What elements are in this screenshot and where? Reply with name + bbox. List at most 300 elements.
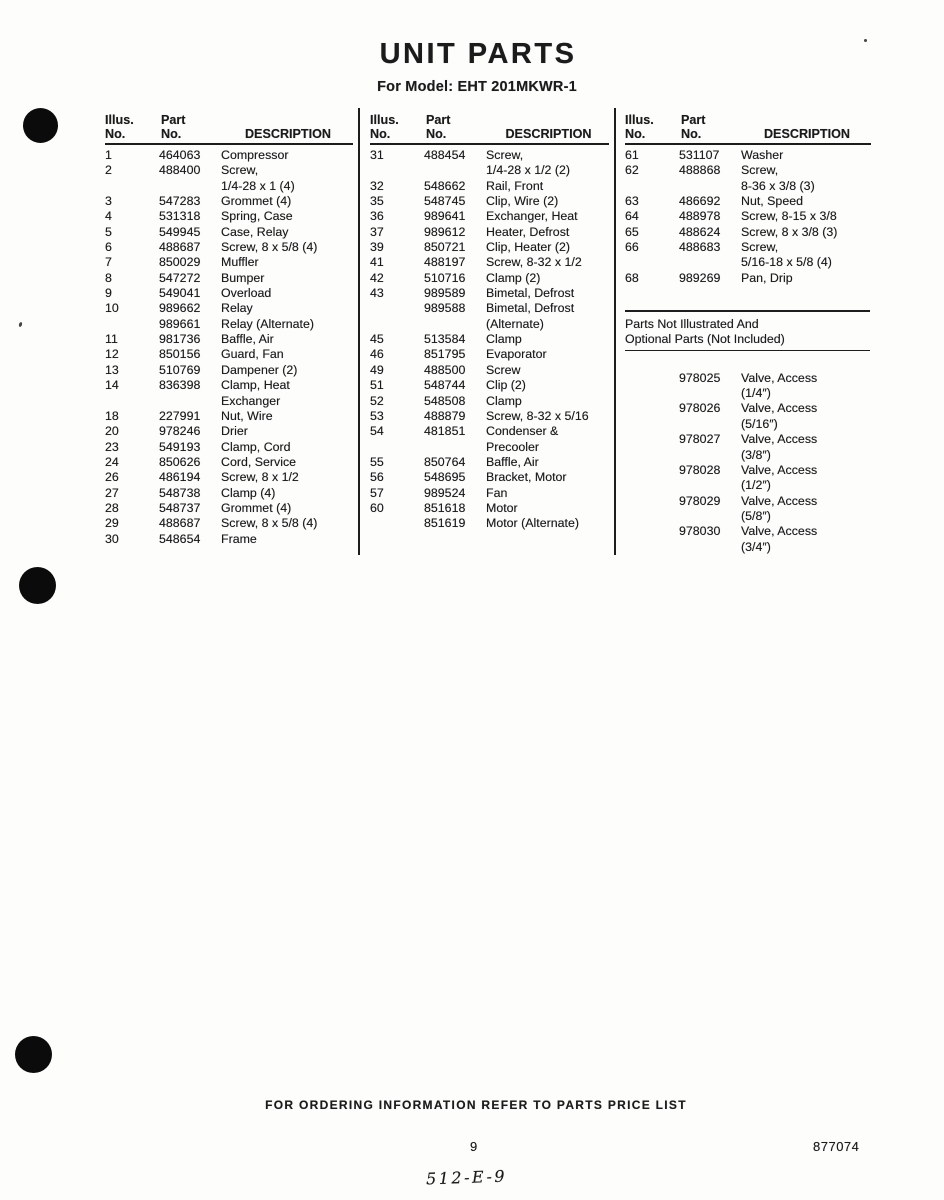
part-no: 978026 xyxy=(679,401,721,416)
illus-no xyxy=(625,478,679,493)
illus-no: 42 xyxy=(370,270,384,285)
description: Muffler xyxy=(221,255,259,270)
description: Valve, Access xyxy=(741,462,818,477)
illus-no: 57 xyxy=(370,485,384,500)
table-row xyxy=(370,225,614,240)
illus-no xyxy=(370,317,424,332)
illus-no: 13 xyxy=(105,362,119,377)
description: (3/8″) xyxy=(741,447,771,462)
part-no: 488687 xyxy=(159,516,201,531)
part-no xyxy=(679,255,741,270)
illus-no xyxy=(625,179,679,194)
table-row xyxy=(105,301,358,316)
description: Clamp (2) xyxy=(486,270,541,285)
description: 5/16-18 x 5/8 (4) xyxy=(741,255,832,270)
part-no-header: Part No. xyxy=(426,113,451,141)
description: Clip (2) xyxy=(486,378,526,393)
part-no: 548662 xyxy=(424,178,466,193)
illus-no: 51 xyxy=(370,378,384,393)
table-row xyxy=(625,271,876,286)
part-no xyxy=(679,386,741,401)
illus-no xyxy=(625,401,679,416)
illus-no: 3 xyxy=(105,194,112,209)
illus-no: 35 xyxy=(370,194,384,209)
illus-no: 1 xyxy=(105,148,112,162)
part-no: 981736 xyxy=(159,332,201,347)
part-no-header: Part No. xyxy=(681,113,706,141)
illus-no: 36 xyxy=(370,209,384,224)
illus-no: 29 xyxy=(105,516,119,531)
table-row xyxy=(105,194,358,209)
table-row xyxy=(370,486,614,501)
table-row xyxy=(625,386,876,401)
table-row xyxy=(370,240,614,255)
description: Screw, 8-32 x 5/16 xyxy=(486,408,589,423)
part-no: 486692 xyxy=(679,194,721,209)
description: Relay xyxy=(221,301,253,316)
part-no: 549945 xyxy=(159,224,201,239)
part-no: 488624 xyxy=(679,224,721,239)
description: 1/4-28 x 1/2 (2) xyxy=(486,163,571,178)
description: (1/2″) xyxy=(741,478,771,493)
description: Nut, Speed xyxy=(741,194,803,209)
illus-no xyxy=(625,509,679,524)
description: Dampener (2) xyxy=(221,362,298,377)
table-row xyxy=(105,148,358,163)
column-header xyxy=(370,108,609,145)
table-row xyxy=(105,332,358,347)
table-row xyxy=(105,225,358,240)
table-row xyxy=(105,501,358,516)
table-row xyxy=(105,516,358,531)
description: Evaporator xyxy=(486,347,547,362)
table-row xyxy=(625,240,876,255)
part-no: 227991 xyxy=(159,408,201,423)
description: Drier xyxy=(221,424,248,439)
part-no: 989588 xyxy=(424,301,466,316)
illus-no: 6 xyxy=(105,240,112,255)
table-row xyxy=(105,363,358,378)
table-row xyxy=(625,194,876,209)
illus-no: 4 xyxy=(105,209,112,224)
illus-no: 62 xyxy=(625,163,639,178)
illus-no: 43 xyxy=(370,286,384,301)
illus-no: 2 xyxy=(105,163,112,178)
illus-no: 14 xyxy=(105,378,119,393)
illus-no: 7 xyxy=(105,255,112,270)
description: Screw xyxy=(486,362,521,377)
table-row xyxy=(370,148,614,163)
description: Nut, Wire xyxy=(221,408,273,423)
part-no: 513584 xyxy=(424,332,466,347)
illus-no: 55 xyxy=(370,454,384,469)
table-row xyxy=(105,532,358,547)
table-row xyxy=(370,470,614,485)
table-row xyxy=(105,394,358,409)
table-row xyxy=(370,332,614,347)
part-no: 548738 xyxy=(159,485,201,500)
column-header xyxy=(105,108,353,145)
description: Clamp, Cord xyxy=(221,439,291,454)
description: Valve, Access xyxy=(741,401,818,416)
illus-no: 30 xyxy=(105,531,119,546)
illus-no xyxy=(625,524,679,539)
table-row xyxy=(370,409,614,424)
description: Screw, 8 x 1/2 xyxy=(221,470,299,485)
part-no: 989661 xyxy=(159,316,201,331)
illus-no: 53 xyxy=(370,408,384,423)
ordering-note: FOR ORDERING INFORMATION REFER TO PARTS PRICE LIST xyxy=(265,1098,687,1112)
part-no: 978029 xyxy=(679,493,721,508)
table-row xyxy=(625,209,876,224)
table-row xyxy=(370,286,614,301)
table-row xyxy=(370,378,614,393)
description: Bumper xyxy=(221,270,265,285)
illus-no: 65 xyxy=(625,224,639,239)
illus-no: 64 xyxy=(625,209,639,224)
illus-no: 45 xyxy=(370,332,384,347)
illus-no: 32 xyxy=(370,178,384,193)
description: Screw, xyxy=(221,163,259,178)
description: Screw, 8 x 5/8 (4) xyxy=(221,240,318,255)
part-no: 836398 xyxy=(159,378,201,393)
description: Relay (Alternate) xyxy=(221,316,314,331)
description: Condenser & xyxy=(486,424,559,439)
part-no: 549193 xyxy=(159,439,201,454)
description: Bracket, Motor xyxy=(486,470,567,485)
table-row xyxy=(370,163,614,178)
illus-no: 9 xyxy=(105,286,112,301)
illus-no: 28 xyxy=(105,500,119,515)
part-no: 989612 xyxy=(424,224,466,239)
description: (5/16″) xyxy=(741,416,778,431)
punch-hole-middle xyxy=(19,567,56,604)
table-row xyxy=(625,509,876,524)
table-row xyxy=(625,463,876,478)
description: Screw, 8-32 x 1/2 xyxy=(486,255,582,270)
illus-no: 11 xyxy=(105,332,118,347)
table-row xyxy=(105,409,358,424)
illus-no: 20 xyxy=(105,424,119,439)
table-row xyxy=(370,501,614,516)
table-row xyxy=(370,255,614,270)
description: Valve, Access xyxy=(741,524,818,539)
parts-rows xyxy=(370,145,614,532)
part-no: 548654 xyxy=(159,531,201,546)
part-no: 488500 xyxy=(424,362,466,377)
description: Pan, Drip xyxy=(741,270,793,285)
table-row xyxy=(370,209,614,224)
illus-no xyxy=(370,516,424,531)
parts-column-3 xyxy=(614,108,876,555)
part-no: 850029 xyxy=(159,255,201,270)
description-header: DESCRIPTION xyxy=(244,126,332,141)
illus-no: 54 xyxy=(370,424,384,439)
part-no: 548695 xyxy=(424,470,466,485)
part-no xyxy=(679,417,741,432)
part-no: 989662 xyxy=(159,301,201,316)
column-header xyxy=(625,108,871,145)
part-no: 548744 xyxy=(424,378,466,393)
part-no: 488687 xyxy=(159,240,201,255)
part-no: 978028 xyxy=(679,462,721,477)
table-row xyxy=(625,401,876,416)
illus-no: 63 xyxy=(625,194,639,209)
description: Screw, 8-15 x 3/8 xyxy=(741,209,837,224)
description: Exchanger, Heat xyxy=(486,209,578,224)
part-no xyxy=(424,317,486,332)
table-row xyxy=(625,255,876,270)
part-no: 989269 xyxy=(679,270,721,285)
description: Clamp, Heat xyxy=(221,378,290,393)
table-row xyxy=(370,301,614,316)
description: Valve, Access xyxy=(741,493,818,508)
description: Frame xyxy=(221,531,257,546)
table-row xyxy=(625,524,876,539)
table-row xyxy=(625,163,876,178)
table-row xyxy=(105,240,358,255)
part-no: 850764 xyxy=(424,454,466,469)
page-title: UNIT PARTS xyxy=(379,38,577,70)
description: Spring, Case xyxy=(221,209,293,224)
table-row xyxy=(105,424,358,439)
illus-no xyxy=(105,317,159,332)
description: Bimetal, Defrost xyxy=(486,301,575,316)
part-no: 548508 xyxy=(424,393,466,408)
illus-no: 68 xyxy=(625,270,639,285)
part-no: 531318 xyxy=(159,209,201,224)
description: Clamp xyxy=(486,393,522,408)
description: Compressor xyxy=(221,148,289,162)
optional-parts-section-title: Parts Not Illustrated And Optional Parts (Not Included) xyxy=(625,310,870,351)
part-no xyxy=(159,394,221,409)
page-number: 9 xyxy=(470,1139,478,1154)
description: Heater, Defrost xyxy=(486,224,570,239)
table-row xyxy=(370,179,614,194)
illus-no-header: Illus. No. xyxy=(105,113,134,141)
description: Screw, xyxy=(486,148,524,162)
description: Guard, Fan xyxy=(221,347,284,362)
model-subtitle: For Model: EHT 201MKWR-1 xyxy=(377,79,577,95)
table-row xyxy=(105,209,358,224)
description: Clamp xyxy=(486,332,522,347)
table-row xyxy=(370,440,614,455)
table-row xyxy=(105,271,358,286)
table-row xyxy=(105,378,358,393)
illus-no: 39 xyxy=(370,240,384,255)
part-no: 488879 xyxy=(424,408,466,423)
illus-no xyxy=(625,371,679,386)
part-no xyxy=(679,540,741,555)
parts-table xyxy=(98,108,876,555)
description: Screw, xyxy=(741,240,779,255)
description-header: DESCRIPTION xyxy=(505,126,592,141)
part-no: 850721 xyxy=(424,240,466,255)
description: Cord, Service xyxy=(221,454,297,469)
table-row xyxy=(370,271,614,286)
description: Case, Relay xyxy=(221,224,289,239)
part-no: 978246 xyxy=(159,424,201,439)
illus-no: 56 xyxy=(370,470,384,485)
part-no xyxy=(424,440,486,455)
part-no: 488978 xyxy=(679,209,721,224)
part-no xyxy=(159,179,221,194)
part-no-header: Part No. xyxy=(161,113,186,141)
description: 1/4-28 x 1 (4) xyxy=(221,178,295,193)
part-no xyxy=(679,478,741,493)
table-row xyxy=(370,347,614,362)
description: (3/4″) xyxy=(741,539,771,554)
illus-no: 41 xyxy=(370,255,384,270)
table-row xyxy=(105,255,358,270)
part-no: 548737 xyxy=(159,500,201,515)
table-row xyxy=(625,540,876,555)
illus-no: 18 xyxy=(105,408,119,423)
part-no: 481851 xyxy=(424,424,466,439)
illus-no xyxy=(625,494,679,509)
part-no: 488868 xyxy=(679,163,721,178)
part-no: 510769 xyxy=(159,362,201,377)
illus-no xyxy=(370,301,424,316)
description: Fan xyxy=(486,485,508,500)
parts-column-2 xyxy=(358,108,614,555)
description: Grommet (4) xyxy=(221,500,292,515)
table-row xyxy=(625,225,876,240)
table-row xyxy=(370,424,614,439)
table-row xyxy=(625,494,876,509)
illus-no: 26 xyxy=(105,470,119,485)
table-row xyxy=(370,317,614,332)
part-no xyxy=(424,163,486,178)
part-no: 488454 xyxy=(424,148,466,162)
table-row xyxy=(105,455,358,470)
illus-no xyxy=(625,463,679,478)
table-row xyxy=(105,286,358,301)
illus-no xyxy=(105,394,159,409)
table-row xyxy=(105,347,358,362)
illus-no: 23 xyxy=(105,439,119,454)
part-no: 510716 xyxy=(424,270,466,285)
part-no: 978027 xyxy=(679,432,721,447)
part-no: 989589 xyxy=(424,286,466,301)
description: Motor xyxy=(486,500,518,515)
illus-no: 8 xyxy=(105,270,112,285)
description: Bimetal, Defrost xyxy=(486,286,575,301)
part-no: 488683 xyxy=(679,240,721,255)
table-row xyxy=(625,448,876,463)
table-row xyxy=(370,194,614,209)
scan-speck xyxy=(18,322,22,328)
description: Clip, Wire (2) xyxy=(486,194,559,209)
parts-rows xyxy=(105,145,358,547)
illus-no: 37 xyxy=(370,224,384,239)
illus-no-header: Illus. No. xyxy=(370,113,399,141)
part-no xyxy=(679,509,741,524)
part-no: 486194 xyxy=(159,470,201,485)
document-number: 877074 xyxy=(813,1139,860,1154)
illus-no: 66 xyxy=(625,240,639,255)
illus-no: 60 xyxy=(370,500,384,515)
table-row xyxy=(105,179,358,194)
description: Valve, Access xyxy=(741,432,818,447)
illus-no xyxy=(625,417,679,432)
table-row xyxy=(105,317,358,332)
part-no: 464063 xyxy=(159,148,201,162)
part-no: 851618 xyxy=(424,500,466,515)
description: Washer xyxy=(741,148,784,162)
optional-parts-rows xyxy=(625,368,876,555)
description: Grommet (4) xyxy=(221,194,292,209)
description: Clamp (4) xyxy=(221,485,276,500)
part-no: 850626 xyxy=(159,454,201,469)
parts-rows xyxy=(625,145,876,286)
description: (1/4″) xyxy=(741,386,771,401)
part-no: 851619 xyxy=(424,516,466,531)
illus-no xyxy=(625,432,679,447)
table-row xyxy=(370,455,614,470)
description: Motor (Alternate) xyxy=(486,516,579,531)
illus-no xyxy=(625,386,679,401)
illus-no: 27 xyxy=(105,485,119,500)
part-no: 549041 xyxy=(159,286,201,301)
part-no: 547272 xyxy=(159,270,201,285)
description: Exchanger xyxy=(221,393,281,408)
table-row xyxy=(370,394,614,409)
table-row xyxy=(105,470,358,485)
description: Valve, Access xyxy=(741,370,818,385)
table-row xyxy=(105,486,358,501)
illus-no: 52 xyxy=(370,393,384,408)
illus-no-header: Illus. No. xyxy=(625,113,654,141)
illus-no xyxy=(370,163,424,178)
description: (5/8″) xyxy=(741,508,771,523)
table-row xyxy=(105,440,358,455)
description: (Alternate) xyxy=(486,316,544,331)
description: Screw, xyxy=(741,163,779,178)
parts-column-1 xyxy=(98,108,358,555)
part-no: 989641 xyxy=(424,209,466,224)
part-no: 547283 xyxy=(159,194,201,209)
table-row xyxy=(105,163,358,178)
description: Screw, 8 x 3/8 (3) xyxy=(741,224,838,239)
handwritten-note: 512-E-9 xyxy=(425,1166,508,1189)
part-no: 548745 xyxy=(424,194,466,209)
part-no: 488400 xyxy=(159,163,201,178)
illus-no xyxy=(625,448,679,463)
part-no: 851795 xyxy=(424,347,466,362)
table-row xyxy=(370,516,614,531)
part-no: 488197 xyxy=(424,255,466,270)
illus-no xyxy=(370,440,424,455)
description: Screw, 8 x 5/8 (4) xyxy=(221,516,318,531)
table-row xyxy=(625,417,876,432)
table-row xyxy=(625,478,876,493)
illus-no: 5 xyxy=(105,224,112,239)
part-no: 978025 xyxy=(679,370,721,385)
illus-no xyxy=(625,255,679,270)
illus-no: 61 xyxy=(625,148,639,162)
part-no: 989524 xyxy=(424,485,466,500)
description: 8-36 x 3/8 (3) xyxy=(741,178,815,193)
punch-hole-bottom xyxy=(15,1036,52,1073)
description: Overload xyxy=(221,286,272,301)
description: Clip, Heater (2) xyxy=(486,240,571,255)
illus-no: 31 xyxy=(370,148,384,162)
illus-no: 10 xyxy=(105,301,119,316)
part-no: 531107 xyxy=(679,148,720,162)
illus-no: 12 xyxy=(105,347,119,362)
illus-no: 49 xyxy=(370,362,384,377)
